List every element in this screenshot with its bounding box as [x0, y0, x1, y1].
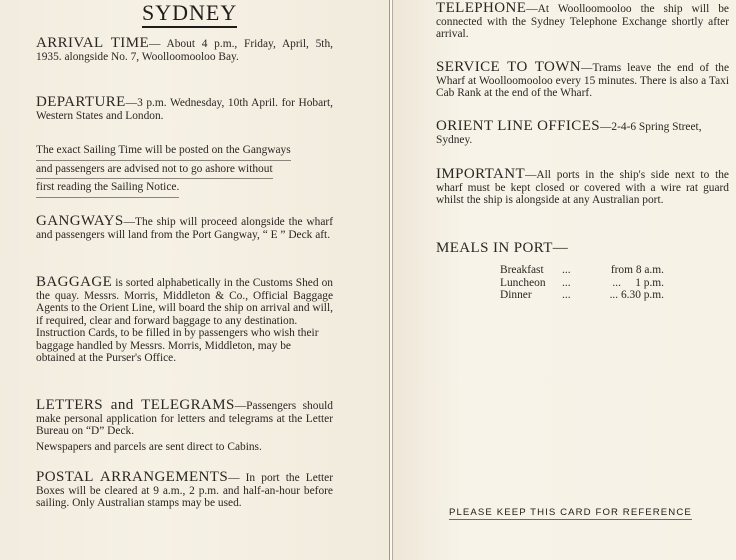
- meals-table: [500, 264, 664, 302]
- important-heading: IMPORTANT: [436, 166, 526, 182]
- meal-row: [500, 264, 664, 277]
- telephone-text: —At Woolloomooloo the ship will be connected with the Sydney Telephone Exchange shortly after arrival.: [436, 3, 729, 40]
- arrival-heading: ARRIVAL TIME: [36, 35, 150, 51]
- gangways-heading: GANGWAYS: [36, 213, 124, 229]
- reference-footer: PLEASE KEEP THIS CARD FOR REFERENCE: [449, 507, 692, 518]
- service-heading: SERVICE TO TOWN: [436, 59, 582, 75]
- postal-section: [36, 471, 333, 510]
- meal-time: ... 6.30 p.m.: [609, 289, 664, 301]
- meal-row: [500, 289, 664, 302]
- notice-line-1: The exact Sailing Time will be posted on the Gangways: [36, 142, 291, 161]
- meal-name: Breakfast: [500, 264, 544, 276]
- departure-heading: DEPARTURE: [36, 94, 126, 110]
- meal-name: Dinner: [500, 289, 532, 301]
- notice-line-2: and passengers are advised not to go ashore without: [36, 161, 273, 180]
- departure-section: [36, 96, 333, 122]
- baggage-text-2: Instruction Cards, to be filled in by passengers who wish their baggage handled by Messrs. Morris, Middleton, may be obtained at the Purser's Office.: [36, 327, 319, 364]
- service-text: —Trams leave the end of the Wharf at Woolloomooloo every 15 minutes. There is also a Taxi Cab Rank at the end of the Wharf.: [436, 62, 730, 99]
- service-section: [436, 61, 729, 100]
- baggage-section: [36, 276, 333, 365]
- letters-text-2: Newspapers and parcels are sent direct to Cabins.: [36, 440, 262, 453]
- meal-row: [500, 277, 664, 290]
- meal-time: from 8 a.m.: [610, 264, 664, 276]
- important-section: [436, 168, 729, 207]
- postal-text: — In port the Letter Boxes will be cleared at 9 a.m., 2 p.m. and half-an-hour before sailing. Only Australian stamps may be used.: [36, 472, 333, 509]
- meal-dots: ...: [562, 276, 571, 289]
- postal-heading: POSTAL ARRANGEMENTS: [36, 469, 229, 485]
- letters-text: —Passengers should make personal application for letters and telegrams at the Letter Bureau on “D” Deck.: [36, 400, 333, 437]
- meal-time: ... 1 p.m.: [612, 276, 664, 289]
- offices-section: [436, 120, 729, 146]
- sailing-notice: [36, 142, 333, 198]
- gangways-section: [36, 215, 333, 241]
- letters-heading: LETTERS and TELEGRAMS: [36, 397, 235, 413]
- telephone-heading: TELEPHONE: [436, 0, 527, 16]
- page-title: SYDNEY: [142, 1, 237, 28]
- meal-dots: ...: [562, 289, 571, 301]
- meal-dots: ...: [562, 264, 571, 276]
- notice-line-3: first reading the Sailing Notice.: [36, 179, 179, 198]
- arrival-text: — About 4 p.m., Friday, April, 5th, 1935. alongside No. 7, Woolloomooloo Bay.: [36, 38, 333, 63]
- page-fold-edge: [392, 0, 393, 560]
- arrival-section: [36, 37, 333, 63]
- departure-text: —3 p.m. Wednesday, 10th April. for Hobart, Western States and London.: [36, 97, 333, 122]
- meal-name: Luncheon: [500, 276, 546, 289]
- important-text: —All ports in the ship's side next to the wharf must be kept closed or covered with a wire rat guard whilst the ship is alongside at any Australian port.: [436, 169, 729, 206]
- telephone-section: [436, 2, 729, 41]
- letters-section: [36, 399, 333, 453]
- baggage-text: is sorted alphabetically in the Customs Shed on the quay. Messrs. Morris, Middleton & Co., Official Baggage Agents to the Orient Line, will board the ship on arrival and will, if required, clear and forward baggage to any destination.: [36, 277, 333, 327]
- offices-heading: ORIENT LINE OFFICES: [436, 118, 600, 134]
- gangways-text: —The ship will proceed alongside the wharf and passengers will land from the Port Gangway, “ E ” Deck aft.: [36, 216, 333, 241]
- baggage-heading: BAGGAGE: [36, 274, 113, 290]
- meals-heading: MEALS IN PORT—: [436, 240, 569, 256]
- offices-text: —2-4-6 Spring Street, Sydney.: [436, 121, 702, 146]
